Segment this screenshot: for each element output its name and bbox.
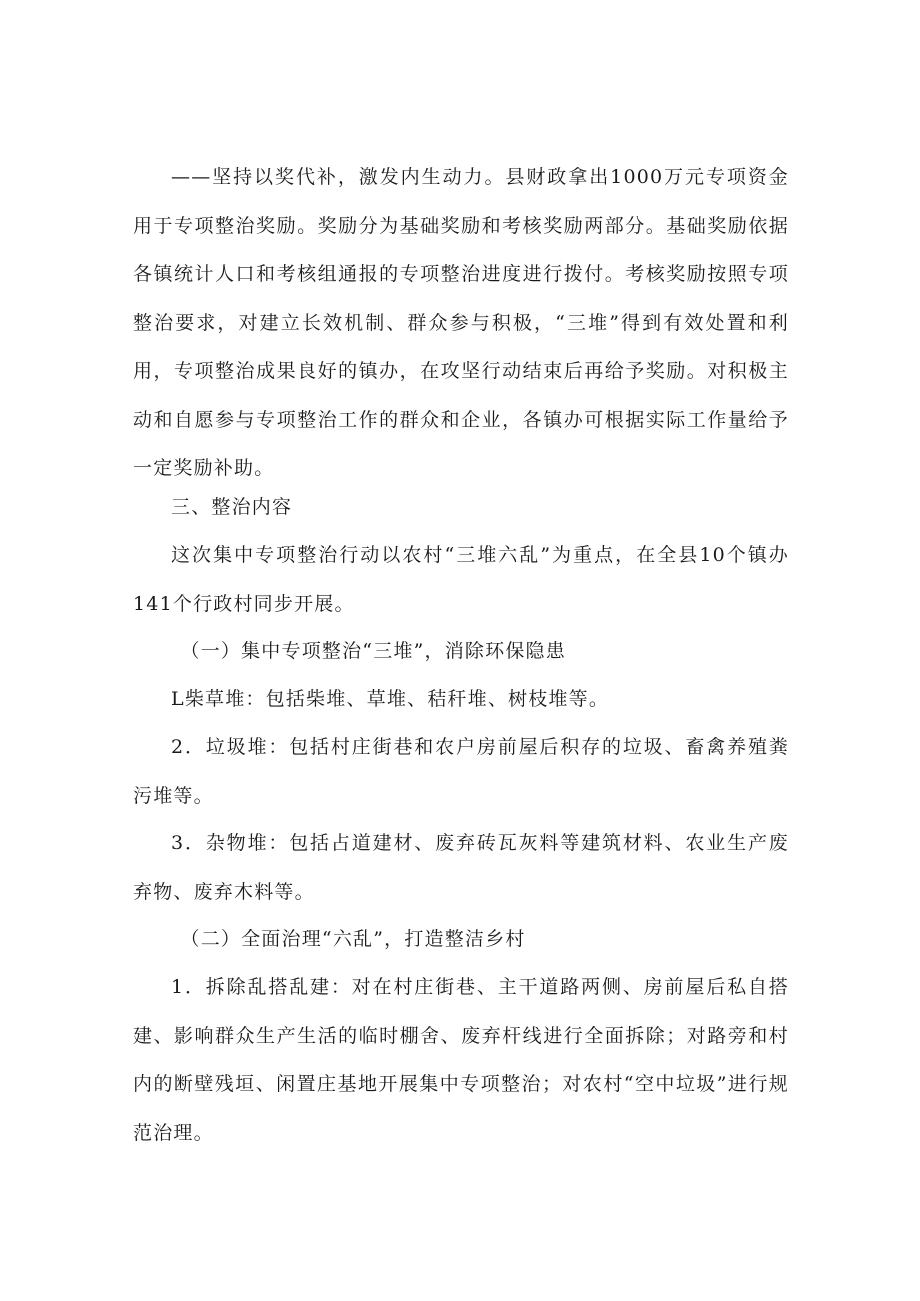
subheading-six-disorders: （二）全面治理“六乱”，打造整洁乡村 xyxy=(180,928,526,950)
item-straw-pile: L柴草堆：包括柴堆、草堆、秸秆堆、树枝堆等。 xyxy=(171,688,610,710)
paragraph-scope: 这次集中专项整治行动以农村“三堆六乱”为重点，在全县10个镇办141个行政村同步开展。 xyxy=(133,544,789,615)
item-illegal-structures: 1．拆除乱搭乱建：对在村庄街巷、主干道路两侧、房前屋后私自搭建、影响群众生产生活的临时棚舍、废弃杆线进行全面拆除；对路旁和村内的断壁残垣、闲置庄基地开展集中专项整治；对农村“空中垃圾”进行规范治理。 xyxy=(133,976,789,1144)
subheading-three-piles: （一）集中专项整治“三堆”，消除环保隐患 xyxy=(180,640,566,662)
section-heading-content: 三、整治内容 xyxy=(171,496,293,518)
item-garbage-pile: 2．垃圾堆：包括村庄街巷和农户房前屋后积存的垃圾、畜禽养殖粪污堆等。 xyxy=(133,736,789,807)
item-debris-pile: 3．杂物堆：包括占道建材、废弃砖瓦灰料等建筑材料、农业生产废弃物、废弃木料等。 xyxy=(133,832,789,903)
paragraph-incentive: ——坚持以奖代补，激发内生动力。县财政拿出1000万元专项资金用于专项整治奖励。奖励分为基础奖励和考核奖励两部分。基础奖励依据各镇统计人口和考核组通报的专项整治进度进行拨付。考核奖励按照专项整治要求，对建立长效机制、群众参与积极，“三堆”得到有效处置和利用，专项整治成果良好的镇办，在攻坚行动结束后再给予奖励。对积极主动和自愿参与专项整治工作的群众和企业，各镇办可根据实际工作量给予一定奖励补助。 xyxy=(133,166,789,479)
